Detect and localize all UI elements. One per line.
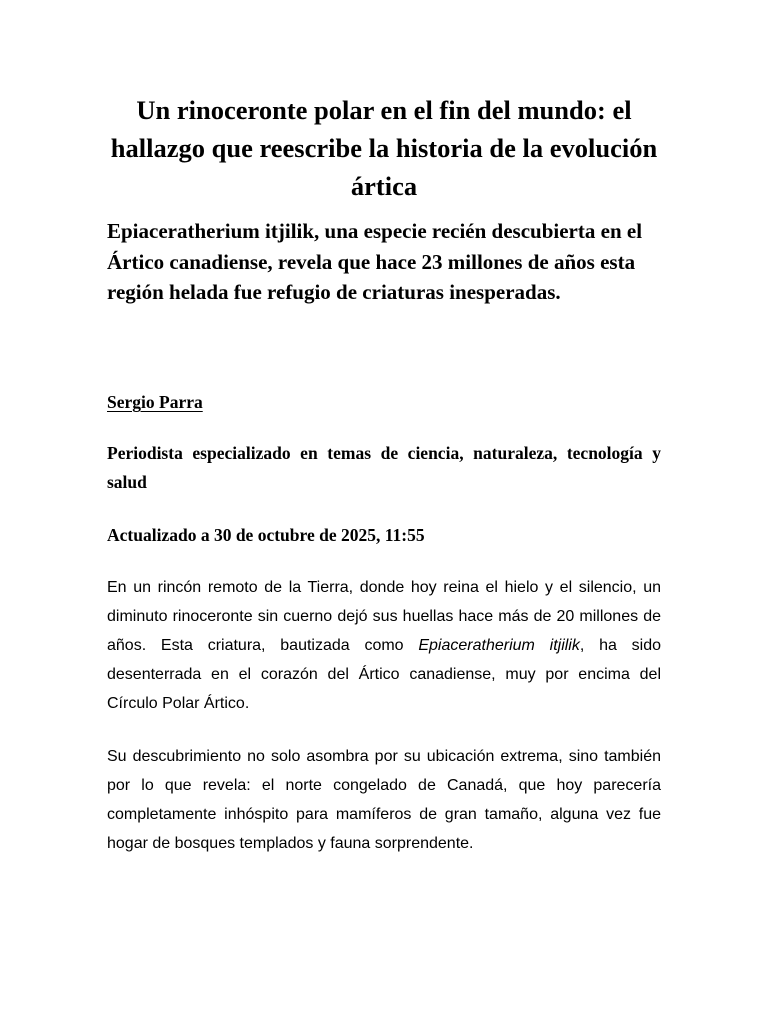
body-paragraph-2: Su descubrimiento no solo asombra por su ubicación extrema, sino también por lo que revela: el norte congelado de Canadá, que hoy parecería completamente inhóspito para mamíferos de gran tamaño, alguna vez fue hogar de bosques templados y fauna sorprendente. xyxy=(107,748,661,852)
author-name: Sergio Parra xyxy=(107,392,203,412)
paragraph-1-text-end: , ha sido desenterrada en el corazón del Ártico canadiense, muy por encima del Círculo Polar Ártico. xyxy=(107,637,662,712)
author-role: Periodista especializado en temas de ciencia, naturaleza, tecnología y salud xyxy=(107,443,661,492)
paragraph-1-text-start: En un rincón remoto de la Tierra, donde hoy reina el hielo y el silencio, un diminuto rinoceronte sin cuerno dejó sus huellas hace más de 20 millones de años. Esta criatura, bautizada como xyxy=(107,579,661,654)
updated-date: Actualizado a 30 de octubre de 2025, 11:55 xyxy=(107,525,425,545)
body-paragraph-1 xyxy=(107,573,661,718)
article-title: Un rinoceronte polar en el fin del mundo: el hallazgo que reescribe la historia de la evolución ártica xyxy=(110,95,658,201)
species-name: Epiaceratherium itjilik xyxy=(418,637,580,654)
article-subtitle: Epiaceratherium itjilik, una especie recién descubierta en el Ártico canadiense, revela que hace 23 millones de años esta región helada fue refugio de criaturas inesperadas. xyxy=(107,219,643,304)
